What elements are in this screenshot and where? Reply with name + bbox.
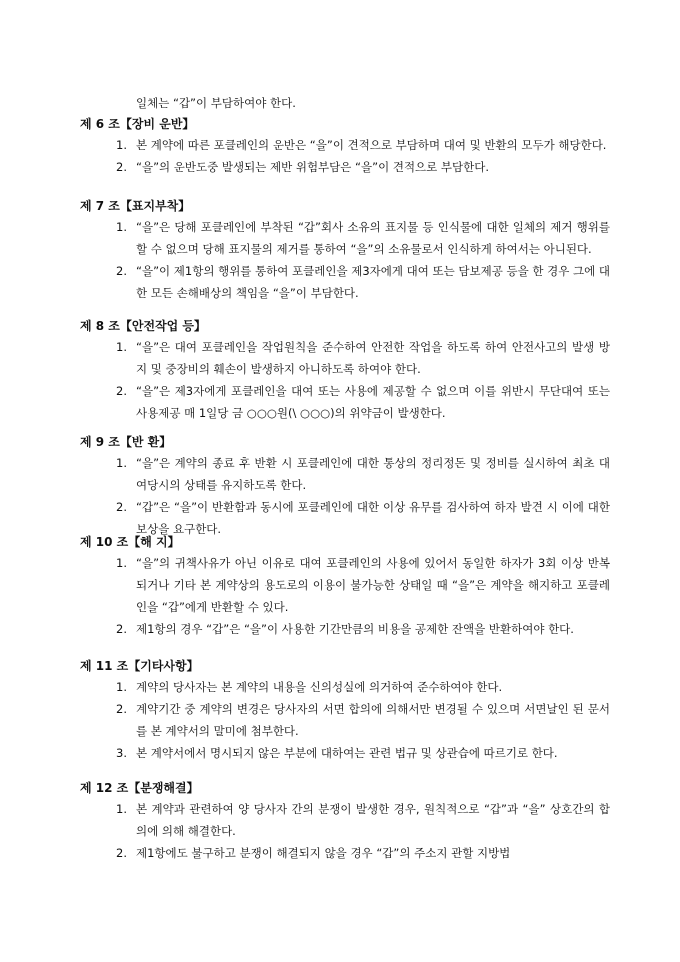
- clause-text: “을”은 제3자에게 포클레인을 대여 또는 사용에 제공할 수 없으며 이를 위반시 무단대여 또는 사용제공 매 1일당 금 ○○○원(\ ○○○)의 위약금이 발생한다.: [136, 384, 610, 420]
- article-heading: 제 9 조【반 환】: [80, 435, 172, 449]
- clause: [80, 552, 610, 618]
- article-7: [80, 196, 610, 304]
- clause-number: 1.: [116, 556, 127, 570]
- clause: [80, 842, 610, 864]
- clause-number: 2.: [116, 160, 127, 174]
- clause: [80, 798, 610, 842]
- article-heading: 제 6 조【장비 운반】: [80, 117, 195, 131]
- article-9: [80, 432, 610, 540]
- clause-number: 2.: [116, 702, 127, 716]
- clause-text: 계약기간 중 계약의 변경은 당사자의 서면 합의에 의해서만 변경될 수 있으며 서면날인 된 문서를 본 계약서의 말미에 첨부한다.: [136, 702, 610, 738]
- clause-text: “갑”은 “을”이 반환함과 동시에 포클레인에 대한 이상 유무를 검사하여 하자 발견 시 이에 대한 보상을 요구한다.: [136, 500, 610, 536]
- clause-text: 본 계약에 따른 포클레인의 운반은 “을”이 견적으로 부담하며 대여 및 반환의 모두가 해당한다.: [136, 138, 607, 152]
- clause-text: “을”은 계약의 종료 후 반환 시 포클레인에 대한 통상의 정리정돈 및 정비를 실시하여 최초 대여당시의 상태를 유지하도록 한다.: [136, 456, 610, 492]
- article-10: [80, 532, 610, 640]
- clause-number: 2.: [116, 264, 127, 278]
- continuation-text: 일체는 “갑”이 부담하여야 한다.: [136, 96, 296, 110]
- article-8: [80, 316, 610, 424]
- clause-text: “을”의 운반도중 발생되는 제반 위험부담은 “을”이 견적으로 부담한다.: [136, 160, 490, 174]
- clause-number: 2.: [116, 500, 127, 514]
- clause-text: 본 계약과 관련하여 양 당사자 간의 분쟁이 발생한 경우, 원칙적으로 “갑”과 “을” 상호간의 합의에 의해 해결한다.: [136, 802, 610, 838]
- article-heading: 제 8 조【안전작업 등】: [80, 319, 207, 333]
- clause-number: 1.: [116, 340, 127, 354]
- clause: [80, 134, 610, 156]
- clause-text: “을”은 당해 포클레인에 부착된 “갑”회사 소유의 표지물 등 인식물에 대한 일체의 제거 행위를 할 수 없으며 당해 표지물의 제거를 통하여 “을”의 소유물로서 인식하게 하여서는 아니된다.: [136, 220, 610, 256]
- clause-number: 2.: [116, 622, 127, 636]
- clause: [80, 452, 610, 496]
- clause: [80, 216, 610, 260]
- clause-number: 1.: [116, 456, 127, 470]
- clause-number: 1.: [116, 138, 127, 152]
- clause-text: “을”이 제1항의 행위를 통하여 포클레인을 제3자에게 대여 또는 담보제공 등을 한 경우 그에 대한 모든 손해배상의 책임을 “을”이 부담한다.: [136, 264, 610, 300]
- clause: [80, 742, 610, 764]
- clause: [80, 156, 610, 178]
- clause: [80, 698, 610, 742]
- article-heading: 제 7 조【표지부착】: [80, 199, 191, 213]
- clause-text: 계약의 당사자는 본 계약의 내용을 신의성실에 의거하여 준수하여야 한다.: [136, 680, 503, 694]
- clause-number: 3.: [116, 746, 127, 760]
- article-6: [80, 114, 610, 178]
- clause: [80, 380, 610, 424]
- clause-text: 본 계약서에서 명시되지 않은 부분에 대하여는 관련 법규 및 상관습에 따르기로 한다.: [136, 746, 558, 760]
- clause-text: “을”은 대여 포클레인을 작업원칙을 준수하여 안전한 작업을 하도록 하여 안전사고의 발생 방지 및 중장비의 훼손이 발생하지 아니하도록 하여야 한다.: [136, 340, 610, 376]
- clause-text: 제1항에도 불구하고 분쟁이 해결되지 않을 경우 “갑”의 주소지 관할 지방법: [136, 846, 511, 860]
- clause: [80, 260, 610, 304]
- article-heading: 제 11 조【기타사항】: [80, 659, 199, 673]
- article-11: [80, 656, 610, 764]
- article-heading: 제 10 조【해 지】: [80, 535, 180, 549]
- clause-number: 1.: [116, 680, 127, 694]
- clause-number: 1.: [116, 220, 127, 234]
- clause: [80, 676, 610, 698]
- clause-text: 제1항의 경우 “갑”은 “을”이 사용한 기간만큼의 비용을 공제한 잔액을 반환하여야 한다.: [136, 622, 574, 636]
- clause-text: “을”의 귀책사유가 아닌 이유로 대여 포클레인의 사용에 있어서 동일한 하자가 3회 이상 반복되거나 기타 본 계약상의 용도로의 이용이 불가능한 상태일 때 “을”은 계약을 해지하고 포클레인을 “갑”에게 반환할 수 있다.: [136, 556, 610, 614]
- article-heading: 제 12 조【분쟁해결】: [80, 781, 199, 795]
- clause-number: 2.: [116, 384, 127, 398]
- clause: [80, 336, 610, 380]
- clause-number: 2.: [116, 846, 127, 860]
- clause: [80, 618, 610, 640]
- article-12: [80, 778, 610, 864]
- clause-number: 1.: [116, 802, 127, 816]
